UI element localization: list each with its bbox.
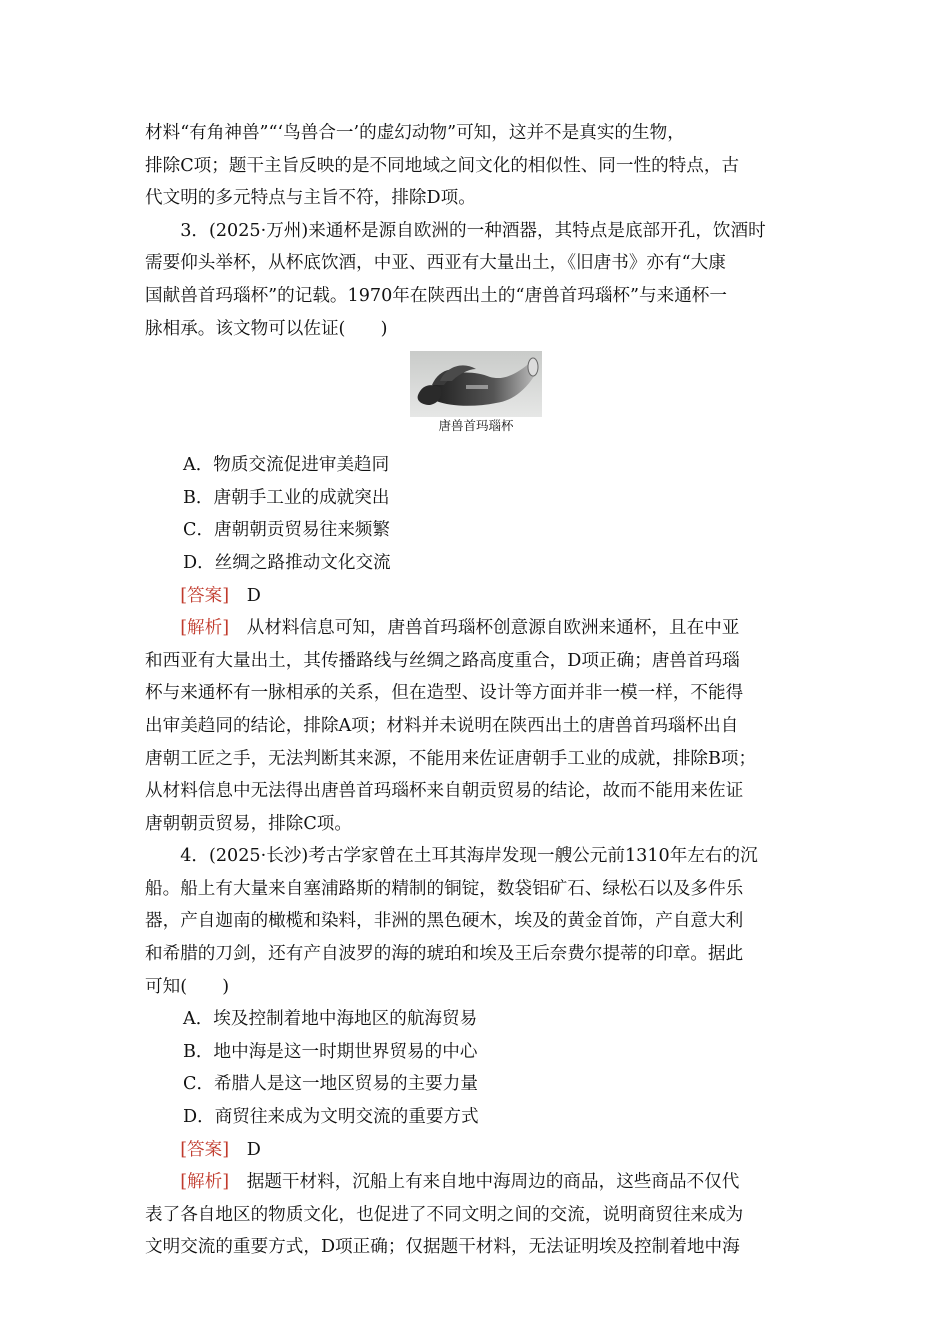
q3-option-b: B．唐朝手工业的成就突出 — [183, 487, 390, 508]
q3-analysis-line: 出审美趋同的结论，排除A项；材料并未说明在陕西出土的唐兽首玛瑙杯出自 — [145, 715, 739, 736]
q3-option-a: A．物质交流促进审美趋同 — [183, 455, 390, 476]
q3-analysis-line: 杯与来通杯有一脉相承的关系，但在造型、设计等方面并非一模一样，不能得 — [145, 683, 744, 704]
document-page — [145, 117, 807, 1264]
q3-option-d: D．丝绸之路推动文化交流 — [183, 552, 391, 573]
q4-stem-line: 4．(2025·长沙)考古学家曾在土耳其海岸发现一艘公元前1310年左右的沉 — [180, 846, 758, 867]
q4-stem-line: 和希腊的刀剑，还有产自波罗的海的琥珀和埃及王后奈费尔提蒂的印章。据此 — [145, 944, 744, 965]
answer-value: D — [246, 585, 261, 606]
analysis-text: 从材料信息可知，唐兽首玛瑙杯创意源自欧洲来通杯，且在中亚 — [246, 618, 740, 639]
q4-stem-line: 可知( ) — [145, 976, 230, 997]
analysis-tag: [解析] — [180, 1172, 230, 1193]
q3-stem-line: 脉相承。该文物可以佐证( ) — [145, 318, 388, 339]
analysis-continuation-line: 材料“有角神兽”“‘鸟兽合一’的虚幻动物”可知，这并不是真实的生物， — [145, 123, 685, 143]
q3-stem-line: 需要仰头举杯，从杯底饮酒，中亚、西亚有大量出土，《旧唐书》亦有“大康 — [145, 253, 726, 274]
q4-analysis-line: 文明交流的重要方式，D项正确；仅据题干材料，无法证明埃及控制着地中海 — [145, 1237, 740, 1258]
q4-stem-line: 船。船上有大量来自塞浦路斯的精制的铜锭，数袋铝矿石、绿松石以及多件乐 — [145, 878, 744, 899]
answer-value: D — [246, 1139, 261, 1160]
q4-stem-line: 器，产自迦南的橄榄和染料，非洲的黑色硬木，埃及的黄金首饰，产自意大利 — [145, 911, 744, 932]
agate-rhyton-image — [410, 351, 542, 417]
q3-analysis-line: 和西亚有大量出土，其传播路线与丝绸之路高度重合，D项正确；唐兽首玛瑙 — [145, 650, 740, 671]
analysis-continuation-line: 代文明的多元特点与主旨不符，排除D项。 — [145, 188, 476, 209]
q4-option-b: B．地中海是这一时期世界贸易的中心 — [183, 1041, 478, 1062]
q4-option-d: D．商贸往来成为文明交流的重要方式 — [183, 1107, 479, 1128]
q4-option-a: A．埃及控制着地中海地区的航海贸易 — [183, 1009, 478, 1030]
q3-answer — [145, 580, 807, 613]
q3-stem-line: 3．(2025·万州)来通杯是源自欧洲的一种酒器，其特点是底部开孔，饮酒时 — [180, 220, 766, 241]
figure-caption: 唐兽首玛瑙杯 — [438, 418, 514, 434]
q3-figure — [410, 351, 542, 435]
answer-tag: [答案] — [180, 1139, 230, 1160]
q4-analysis-line — [145, 1166, 807, 1199]
q4-answer — [145, 1134, 807, 1167]
q3-analysis-line: 从材料信息中无法得出唐兽首玛瑙杯来自朝贡贸易的结论，故而不能用来佐证 — [145, 781, 744, 802]
q4-option-c: C．希腊人是这一地区贸易的主要力量 — [183, 1074, 478, 1095]
q4-analysis-line: 表了各自地区的物质文化，也促进了不同文明之间的交流，说明商贸往来成为 — [145, 1204, 744, 1225]
q3-analysis-line: 唐朝朝贡贸易，排除C项。 — [145, 813, 352, 834]
q3-analysis-line: 唐朝工匠之手，无法判断其来源，不能用来佐证唐朝手工业的成就，排除B项； — [145, 748, 757, 769]
analysis-text: 据题干材料，沉船上有来自地中海周边的商品，这些商品不仅代 — [246, 1172, 740, 1193]
analysis-continuation-line: 排除C项；题干主旨反映的是不同地域之间文化的相似性、同一性的特点，古 — [145, 155, 740, 176]
q3-stem-line: 国献兽首玛瑙杯”的记载。1970年在陕西出土的“唐兽首玛瑙杯”与来通杯一 — [145, 285, 727, 306]
analysis-tag: [解析] — [180, 618, 230, 639]
answer-tag: [答案] — [180, 585, 230, 606]
q3-analysis-line — [145, 612, 807, 645]
q3-option-c: C．唐朝朝贡贸易往来频繁 — [183, 520, 390, 541]
